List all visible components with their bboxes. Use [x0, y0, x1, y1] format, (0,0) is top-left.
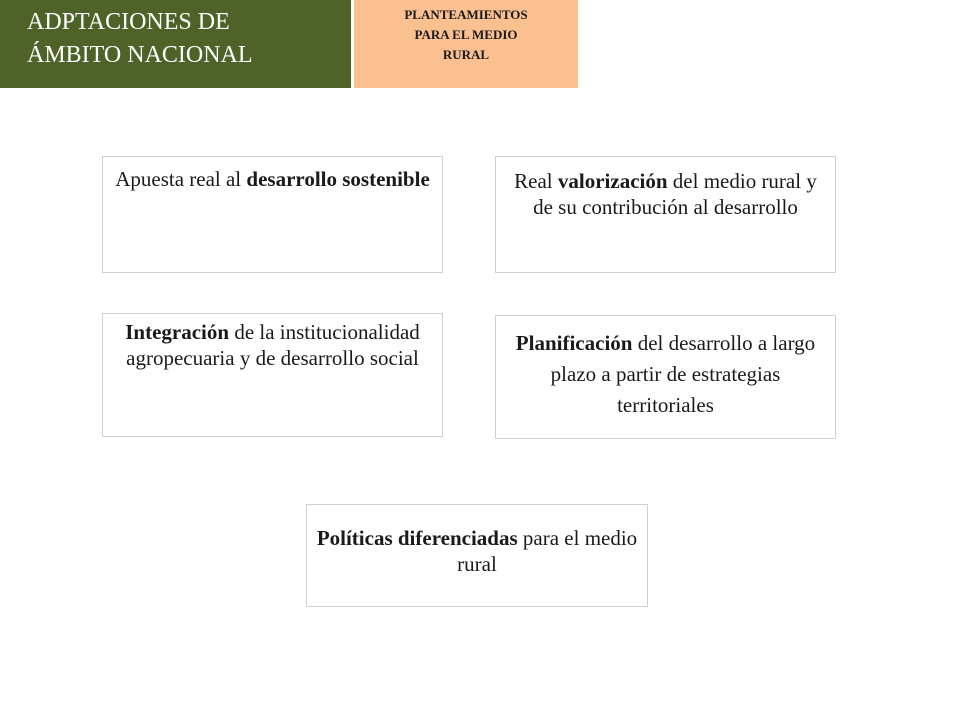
- section-title-line-2: ÁMBITO NACIONAL: [27, 42, 253, 68]
- proposal-box-sustainable-development: [102, 156, 443, 273]
- proposal-text-post: del desarrollo a largo plazo a partir de estrategias territoriales: [550, 331, 816, 417]
- proposal-text-pre: Real: [514, 169, 558, 193]
- subsection-title-tab: [354, 0, 578, 88]
- proposal-box-long-term-planning: [495, 315, 836, 439]
- section-title-line-1: ADPTACIONES DE: [27, 9, 230, 35]
- proposal-text-post: de la institucionalidad agropecuaria y de desarrollo social: [126, 320, 420, 370]
- subsection-title-line-3: RURAL: [442, 47, 490, 62]
- section-title-tab: [0, 0, 351, 88]
- proposal-box-differentiated-policies: [306, 504, 648, 607]
- proposal-text-post: del medio rural y de su contribución al desarrollo: [533, 169, 817, 219]
- proposal-box-rural-valuation: [495, 156, 836, 273]
- proposal-text-bold: desarrollo sostenible: [246, 167, 430, 191]
- proposal-text-bold: Integración: [125, 320, 230, 344]
- proposal-text: [315, 525, 639, 577]
- proposal-text: [504, 168, 827, 220]
- proposal-text-pre: Apuesta real al: [115, 167, 247, 191]
- proposal-text: [504, 328, 827, 421]
- proposal-box-institutional-integration: [102, 313, 443, 437]
- proposal-text-bold: Planificación: [515, 331, 633, 355]
- subsection-title-line-2: PARA EL MEDIO: [414, 27, 518, 42]
- proposal-text-bold: Políticas diferenciadas: [316, 526, 518, 550]
- proposal-text-post: para el medio rural: [457, 526, 638, 576]
- subsection-title-line-1: PLANTEAMIENTOS: [404, 7, 528, 22]
- proposal-text: [111, 319, 434, 371]
- proposal-text: [115, 166, 430, 192]
- proposal-text-bold: valorización: [557, 169, 668, 193]
